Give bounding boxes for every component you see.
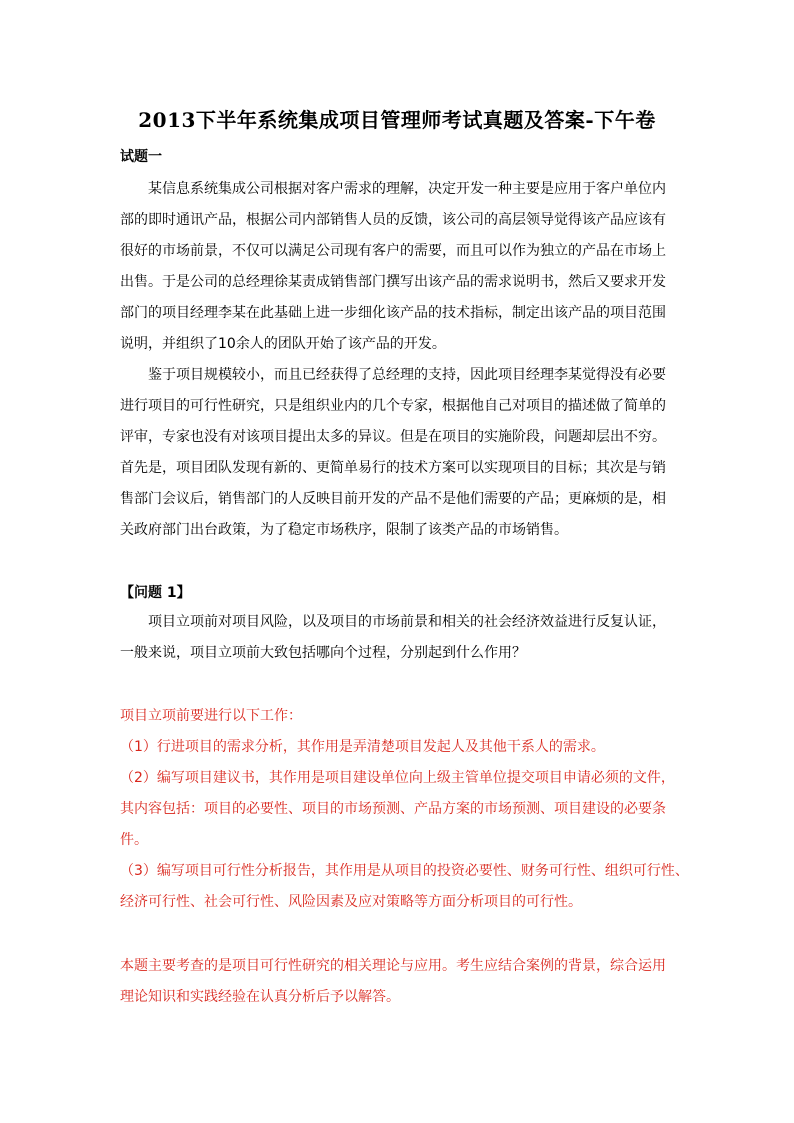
text-line: 部的即时通讯产品，根据公司内部销售人员的反馈，该公司的高层领导觉得该产品应该有 — [120, 212, 666, 228]
section-heading: 试题一 — [120, 149, 162, 165]
text-line: 首先是，项目团队发现有新的、更简单易行的技术方案可以实现项目的目标；其次是与销 — [120, 460, 666, 476]
text-line: 售部门会议后，销售部门的人反映目前开发的产品不是他们需要的产品；更麻烦的是，相 — [120, 491, 666, 507]
page-title: 2013下半年系统集成项目管理师考试真题及答案-下午卷 — [138, 108, 656, 132]
text-line: （3）编写项目可行性分析报告，其作用是从项目的投资必要性、财务可行性、组织可行性、 — [120, 863, 689, 879]
text-line: 说明，并组织了10余人的团队开始了该产品的开发。 — [120, 336, 446, 352]
case-paragraph-2 — [120, 360, 680, 546]
text-line: （2）编写项目建议书，其作用是项目建设单位向上级主管单位提交项目申请必须的文件， — [120, 770, 675, 786]
text-line: 关政府部门出台政策，为了稳定市场秩序，限制了该类产品的市场销售。 — [120, 522, 568, 538]
text-line: 评审，专家也没有对该项目提出太多的异议。但是在项目的实施阶段，问题却层出不穷。 — [120, 429, 666, 445]
text-line: 某信息系统集成公司根据对客户需求的理解，决定开发一种主要是应用于客户单位内 — [148, 181, 666, 197]
text-line: 件。 — [120, 832, 148, 848]
text-line: 项目立项前对项目风险，以及项目的市场前景和相关的社会经济效益进行反复认证， — [148, 614, 666, 630]
text-line: 本题主要考查的是项目可行性研究的相关理论与应用。考生应结合案例的背景，综合运用 — [120, 958, 666, 974]
question-paragraph — [120, 607, 680, 669]
text-line: 部门的项目经理李某在此基础上进一步细化该产品的技术指标，制定出该产品的项目范围 — [120, 305, 666, 321]
analysis-paragraph — [120, 951, 680, 1013]
text-line: 其内容包括：项目的必要性、项目的市场预测、产品方案的市场预测、项目建设的必要条 — [120, 801, 666, 817]
text-line: （1）行进项目的需求分析，其作用是弄清楚项目发起人及其他干系人的需求。 — [120, 739, 605, 755]
text-line: 经济可行性、社会可行性、风险因素及应对策略等方面分析项目的可行性。 — [120, 894, 582, 910]
text-line: 出售。于是公司的总经理徐某责成销售部门撰写出该产品的需求说明书，然后又要求开发 — [120, 274, 666, 290]
text-line: 一般来说，项目立项前大致包括哪向个过程，分别起到什么作用？ — [120, 645, 526, 661]
text-line: 进行项目的可行性研究，只是组织业内的几个专家，根据他自己对项目的描述做了简单的 — [120, 398, 666, 414]
case-paragraph-1 — [120, 174, 680, 360]
text-line: 理论知识和实践经验在认真分析后予以解答。 — [120, 989, 400, 1005]
question-label: 【问题 1】 — [120, 585, 191, 601]
text-line: 鉴于项目规模较小，而且已经获得了总经理的支持，因此项目经理李某觉得没有必要 — [148, 367, 666, 383]
text-line: 项目立项前要进行以下工作： — [120, 708, 302, 724]
text-line: 很好的市场前景，不仅可以满足公司现有客户的需要，而且可以作为独立的产品在市场上 — [120, 243, 666, 259]
answer-paragraph — [120, 701, 700, 918]
